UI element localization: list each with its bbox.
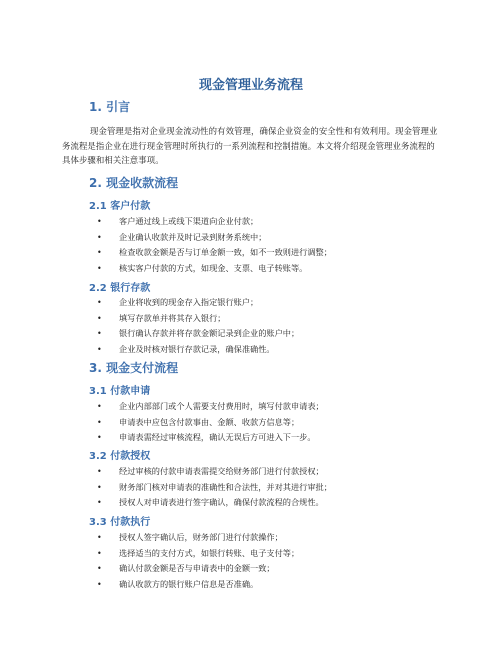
subsection-heading-bank-deposit: 2.2 银行存款: [89, 283, 151, 294]
list-item: • 经过审核的付款申请表需提交给财务部门进行付款授权；: [89, 464, 449, 480]
list-item: • 申请表需经过审核流程，确认无误后方可进入下一步。: [89, 430, 449, 446]
list-item: • 银行确认存款并将存款金额记录到企业的账户中；: [89, 326, 449, 342]
list-item: • 申请表中应包含付款事由、金额、收款方信息等；: [89, 415, 449, 431]
bullet-icon: •: [97, 329, 102, 339]
customer-payment-list: [89, 214, 449, 277]
section-heading-cash-receipt: 2. 现金收款流程: [89, 176, 179, 190]
bullet-icon: •: [97, 417, 102, 427]
bullet-icon: •: [97, 264, 102, 274]
bullet-icon: •: [97, 580, 102, 590]
list-item: • 填写存款单并将其存入银行；: [89, 311, 449, 327]
bullet-icon: •: [97, 402, 102, 411]
bullet-icon: •: [97, 248, 102, 258]
list-item: • 企业内部部门或个人需要支付费用时，填写付款申请表；: [89, 399, 449, 415]
list-item: • 授权人对申请表进行签字确认，确保付款流程的合规性。: [89, 495, 449, 511]
intro-paragraph: 现金管理是指对企业现金流动性的有效管理，确保企业资金的安全性和有效利用。现金管理业务流程是指企业在进行现金管理时所执行的一系列流程和控制措施。本文将介绍现金管理业务流程的具体步骤和相关注意事项。: [62, 126, 438, 165]
list-item: • 选择适当的支付方式，如银行转账、电子支付等；: [89, 546, 449, 562]
bullet-icon: •: [97, 548, 102, 558]
payment-request-list: [89, 399, 449, 446]
list-item: • 检查收款金额是否与订单金额一致，如不一致则进行调整；: [89, 245, 449, 261]
subsection-heading-customer-payment: 2.1 客户付款: [89, 201, 151, 212]
list-item: • 确认收款方的银行账户信息是否准确。: [89, 577, 449, 593]
list-item: • 企业将收到的现金存入指定银行账户；: [89, 295, 449, 311]
bullet-icon: •: [97, 467, 102, 476]
bank-deposit-list: [89, 295, 449, 358]
list-item: • 核实客户付款的方式，如现金、支票、电子转账等。: [89, 261, 449, 277]
bullet-icon: •: [97, 533, 102, 542]
bullet-icon: •: [97, 313, 102, 323]
subsection-heading-payment-authorization: 3.2 付款授权: [89, 451, 151, 462]
bullet-icon: •: [97, 433, 102, 443]
bullet-icon: •: [97, 217, 102, 226]
payment-execution-list: [89, 530, 449, 593]
bullet-icon: •: [97, 564, 102, 574]
list-item: • 授权人签字确认后，财务部门进行付款操作；: [89, 530, 449, 546]
list-item: • 企业确认收款并及时记录到财务系统中；: [89, 230, 449, 246]
bullet-icon: •: [97, 498, 102, 508]
subsection-heading-payment-execution: 3.3 付款执行: [89, 517, 151, 528]
document-title: 现金管理业务流程: [198, 78, 303, 93]
bullet-icon: •: [97, 298, 102, 307]
bullet-icon: •: [97, 345, 102, 355]
list-item: • 财务部门核对申请表的准确性和合法性，并对其进行审批；: [89, 480, 449, 496]
bullet-icon: •: [97, 482, 102, 492]
list-item: • 企业及时核对银行存款记录，确保准确性。: [89, 342, 449, 358]
list-item: • 确认付款金额是否与申请表中的金额一致；: [89, 561, 449, 577]
section-heading-cash-payment: 3. 现金支付流程: [89, 361, 179, 375]
list-item: • 客户通过线上或线下渠道向企业付款；: [89, 214, 449, 230]
subsection-heading-payment-request: 3.1 付款申请: [89, 386, 151, 397]
payment-authorization-list: [89, 464, 449, 511]
bullet-icon: •: [97, 232, 102, 242]
section-heading-intro: 1. 引言: [89, 100, 131, 114]
